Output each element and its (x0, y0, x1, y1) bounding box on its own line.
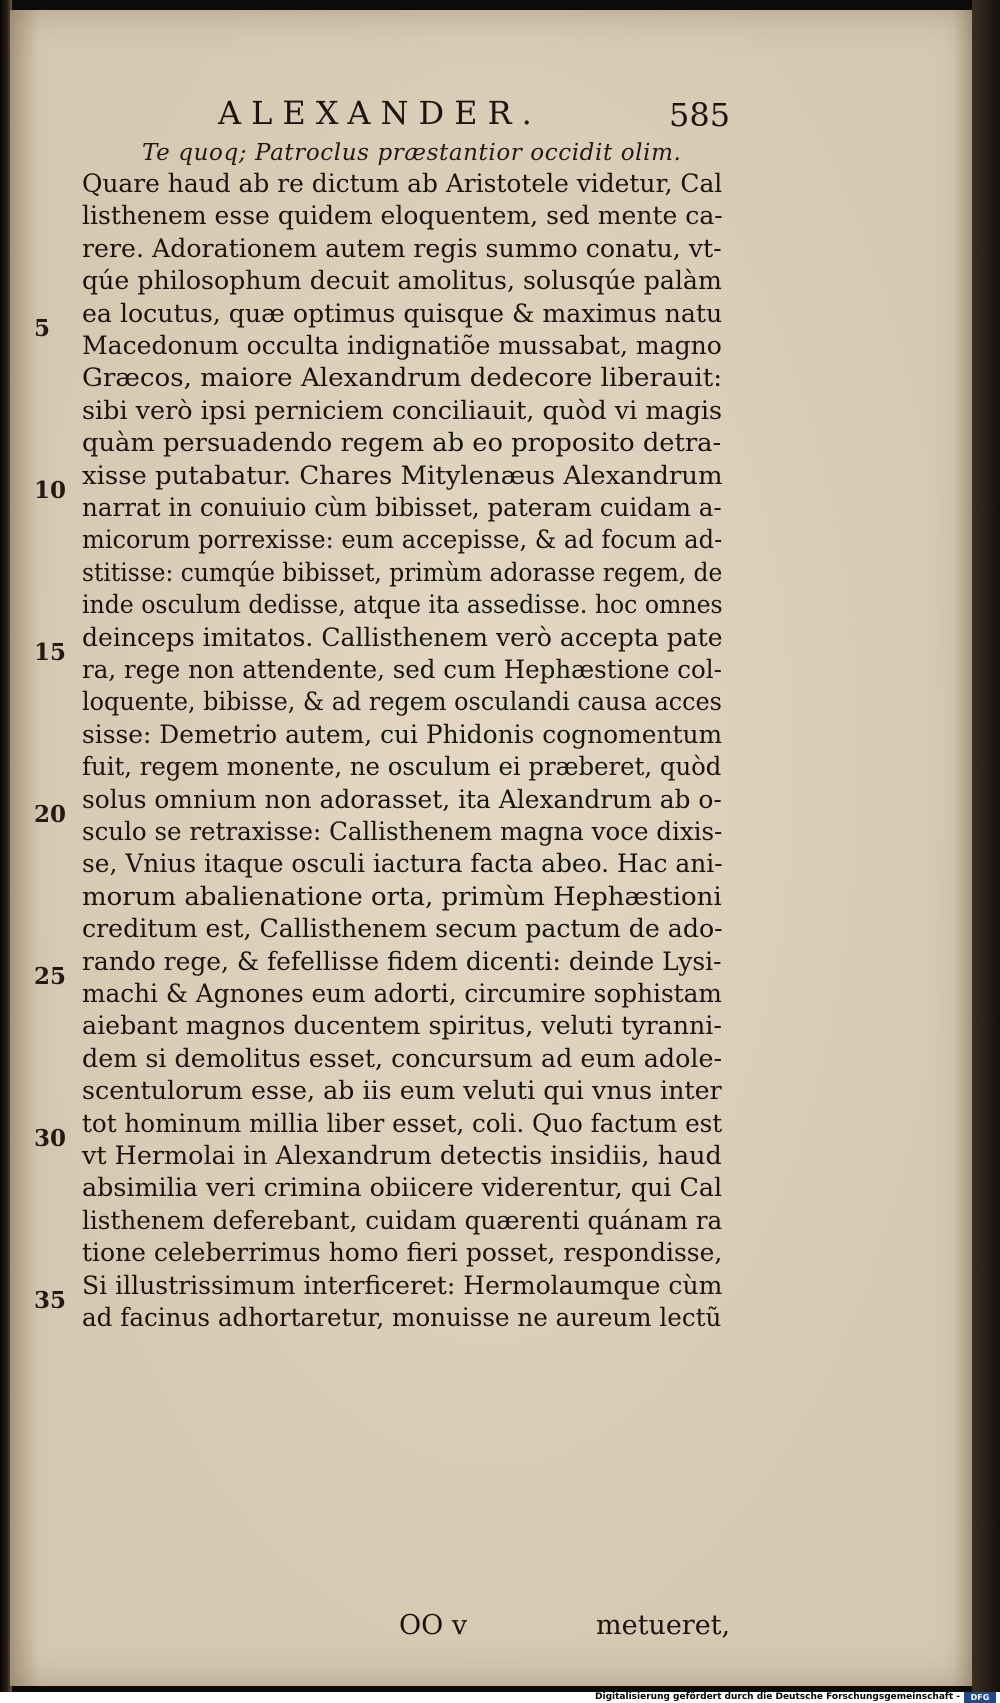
text-line: aiebant magnos ducentem spiritus, veluti tyranni- (82, 1011, 722, 1042)
text-line: dem si demolitus esset, concursum ad eum adole- (82, 1043, 723, 1074)
text-line: machi & Agnones eum adorti, circumire sophistam (82, 979, 722, 1009)
text-line: creditum est, Callisthenem secum pactum de ado- (82, 914, 723, 945)
text-line: ea locutus, quæ optimus quisque & maximus natu (82, 298, 723, 329)
text-line: loquente, bibisse, & ad regem osculandi causa acces (82, 687, 722, 718)
line-number: 15 (34, 639, 67, 667)
text-line: fuit, regem monente, ne osculum ei præberet, quòd (82, 752, 722, 783)
text-line: stitisse: cumqúe bibisset, primùm adorasse regem, de (82, 557, 723, 588)
text-line: sibi verò ipsi perniciem conciliauit, quòd vi magis (82, 395, 723, 426)
text-line: tione celeberrimus homo fieri posset, respondisse, (82, 1238, 723, 1269)
text-line: quàm persuadendo regem ab eo proposito detra- (82, 428, 722, 459)
line-number: 20 (34, 801, 67, 829)
text-line: sculo se retraxisse: Callisthenem magna voce dixis- (82, 817, 723, 847)
text-line: narrat in conuiuio cùm bibisset, pateram cuidam a- (82, 493, 722, 523)
verse-quotation: Te quoq; Patroclus præstantior occidit olim. (142, 140, 682, 166)
text-line: Quare haud ab re dictum ab Aristotele videtur, Cal (82, 169, 723, 199)
text-line: Macedonum occulta indignatiõe mussabat, magno (82, 331, 722, 361)
catchword: metueret, (596, 1610, 731, 1641)
text-line: qúe philosophum decuit amolitus, solusqúe palàm (82, 266, 722, 297)
text-line: tot hominum millia liber esset, coli. Quo factum est (82, 1108, 723, 1139)
page-number: 585 (669, 96, 731, 134)
line-number: 25 (34, 963, 67, 991)
text-line: absimilia veri crimina obiicere viderentur, qui Cal (82, 1173, 723, 1204)
line-number: 5 (34, 315, 51, 343)
text-line: deinceps imitatos. Callisthenem verò accepta pate (82, 622, 723, 653)
text-line: xisse putabatur. Chares Mitylenæus Alexandrum (82, 460, 723, 491)
text-line: se, Vnius itaque osculi iactura facta abeo. Hac ani- (82, 849, 723, 880)
text-line: vt Hermolai in Alexandrum detectis insidiis, haud (82, 1141, 722, 1171)
text-line: Græcos, maiore Alexandrum dedecore liberauit: (82, 363, 723, 394)
text-line: ad facinus adhortaretur, monuisse ne aureum lectũ (82, 1303, 722, 1333)
footer-credit: Digitalisierung gefördert durch die Deutsche Forschungsgemeinschaft - (595, 1692, 960, 1702)
text-line: listhenem deferebant, cuidam quærenti quánam ra (82, 1205, 723, 1236)
running-head: ALEXANDER. (218, 94, 542, 132)
dfg-logo: DFG (964, 1692, 996, 1703)
text-line: listhenem esse quidem eloquentem, sed mente ca- (82, 201, 723, 232)
text-line: rere. Adorationem autem regis summo conatu, vt- (82, 233, 722, 264)
text-line: ra, rege non attendente, sed cum Hephæstione col- (82, 655, 722, 685)
line-number: 30 (34, 1125, 67, 1153)
text-line: sisse: Demetrio autem, cui Phidonis cognomentum (82, 719, 723, 750)
line-number: 35 (34, 1287, 67, 1315)
line-number: 10 (34, 477, 67, 505)
text-line: scentulorum esse, ab iis eum veluti qui vnus inter (82, 1076, 722, 1107)
text-line: solus omnium non adorasset, ita Alexandrum ab o- (82, 784, 722, 815)
text-line: inde osculum dedisse, atque ita assedisse. hoc omnes (82, 590, 723, 621)
scan-edge-right (972, 0, 1000, 1692)
text-line: Si illustrissimum interficeret: Hermolaumque cùm (82, 1270, 723, 1301)
text-line: rando rege, & fefellisse fidem dicenti: deinde Lysi- (82, 946, 722, 977)
signature-mark: OO v (399, 1610, 468, 1641)
text-line: morum abalienatione orta, primùm Hephæstioni (82, 881, 722, 912)
text-line: micorum porrexisse: eum accepisse, & ad focum ad- (82, 525, 723, 556)
